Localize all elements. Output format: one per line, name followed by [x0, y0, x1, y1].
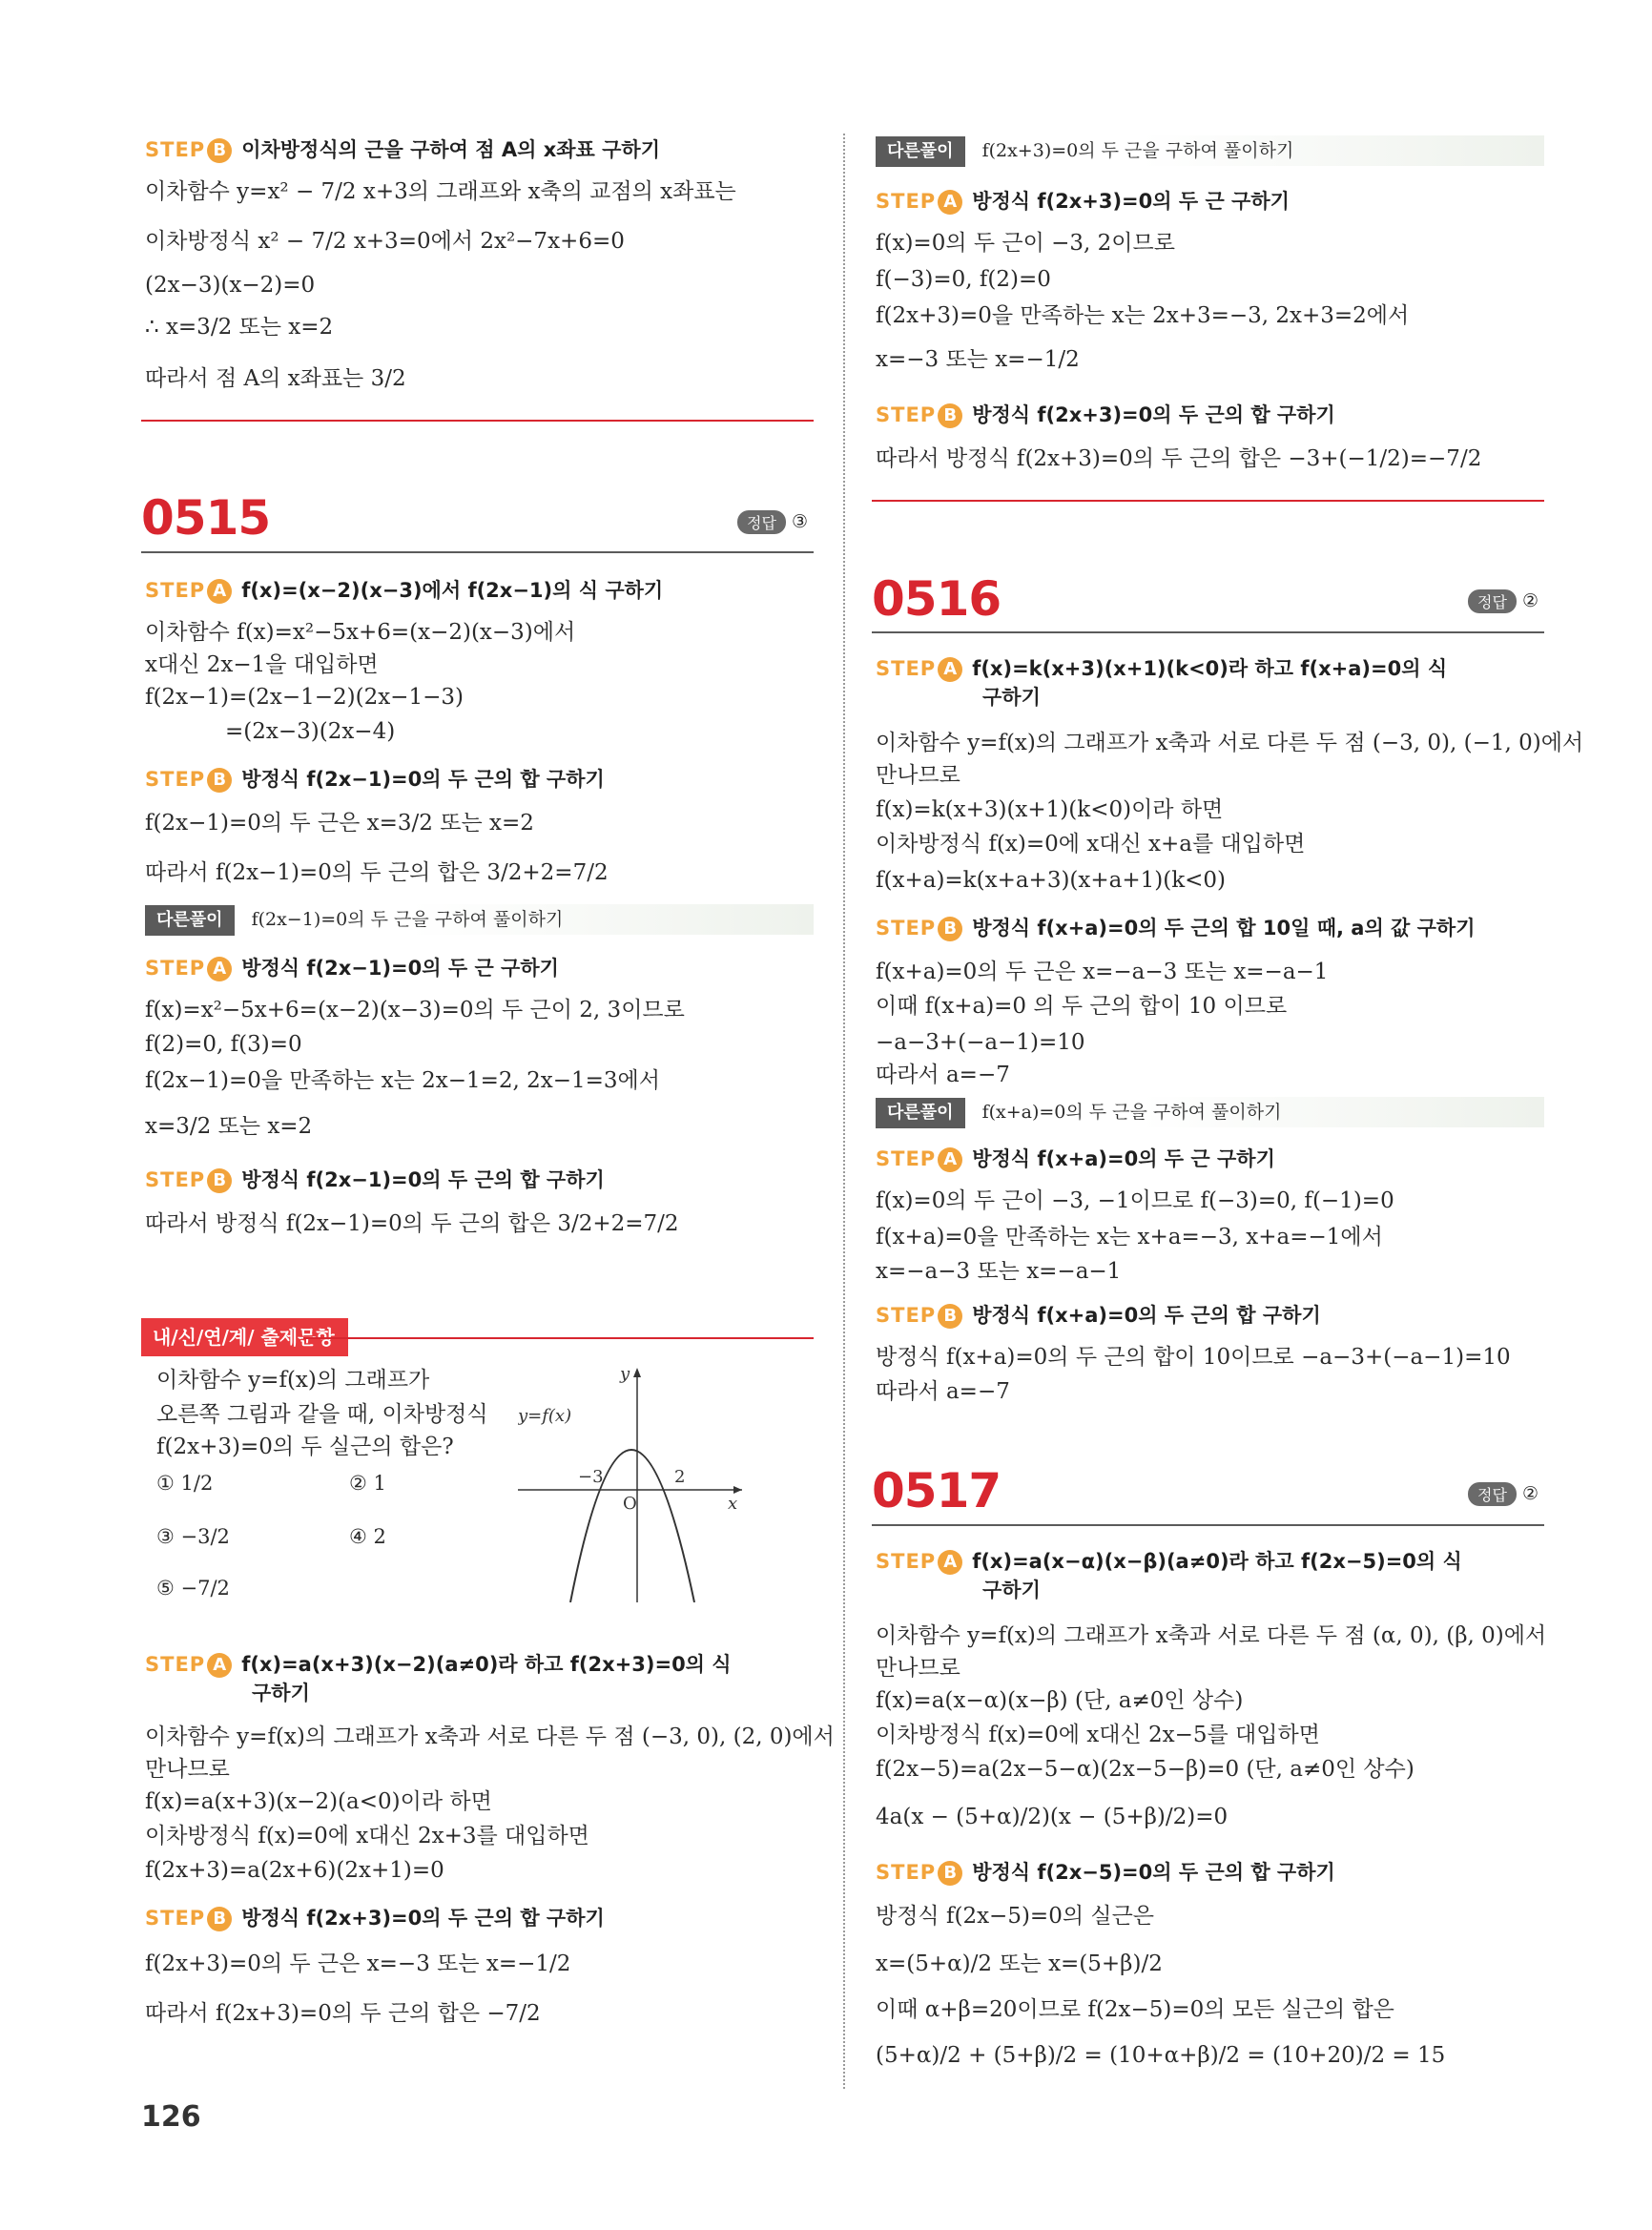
alt-solution-header: 다른풀이 f(2x+3)=0의 두 근을 구하여 풀이하기 [876, 135, 1293, 166]
text-line: 이차함수 f(x)=x²−5x+6=(x−2)(x−3)에서 [145, 620, 576, 645]
text-line: f(2x−1)=0의 두 근은 x=3/2 또는 x=2 [145, 811, 534, 836]
step-b-circle: B [207, 138, 232, 163]
text-line: 이차방정식 f(x)=0에 x대신 2x−5를 대입하면 [876, 1723, 1320, 1747]
text-line: f(x)=x²−5x+6=(x−2)(x−3)=0의 두 근이 2, 3이므로 [145, 998, 685, 1022]
step-a-header: STEP A f(x)=a(x−α)(x−β)(a≠0)라 하고 f(2x−5)=0의 식 구하기 [876, 1550, 1462, 1601]
text-line: f(x+a)=0의 두 근은 x=−a−3 또는 x=−a−1 [876, 960, 1329, 984]
text-line: ∴ x=3/2 또는 x=2 [145, 315, 334, 340]
step-a-header: STEP A f(x)=k(x+3)(x+1)(k<0)라 하고 f(x+a)=0의 식 구하기 [876, 657, 1448, 709]
text-line: 따라서 f(2x+3)=0의 두 근의 합은 −7/2 [145, 2001, 541, 2026]
alt-solution-badge: 다른풀이 [876, 136, 965, 167]
text-line: 따라서 a=−7 [876, 1379, 1010, 1404]
text-line: 따라서 점 A의 x좌표는 3/2 [145, 366, 406, 391]
alt-solution-header: 다른풀이 f(2x−1)=0의 두 근을 구하여 풀이하기 [145, 904, 563, 935]
answer-value: ② [1521, 590, 1538, 611]
text-line: −a−3+(−a−1)=10 [876, 1030, 1085, 1055]
root-left-label: −3 [578, 1467, 604, 1487]
problem-number: 0515 [141, 490, 271, 546]
text-line: f(x)=0의 두 근이 −3, 2이므로 [876, 231, 1175, 256]
answer-box [1468, 1482, 1538, 1506]
section-rule [872, 500, 1544, 502]
text-line: 따라서 방정식 f(2x+3)=0의 두 근의 합은 −3+(−1/2)=−7/2 [876, 446, 1482, 471]
choice-4[interactable]: ④ 2 [349, 1525, 386, 1548]
alt-solution-header: 다른풀이 f(x+a)=0의 두 근을 구하여 풀이하기 [876, 1097, 1281, 1127]
step-a-header: STEP A 방정식 f(2x−1)=0의 두 근 구하기 [145, 957, 559, 980]
answer-box [737, 510, 808, 534]
step-b-circle: B [938, 1861, 962, 1886]
column-divider [843, 134, 845, 2089]
step-b-header: STEP B 방정식 f(2x−5)=0의 두 근의 합 구하기 [876, 1861, 1335, 1884]
text-line: 만나므로 [876, 1656, 960, 1681]
problem-rule [872, 631, 1544, 633]
step-a-header: STEP A 방정식 f(x+a)=0의 두 근 구하기 [876, 1147, 1275, 1170]
text-line: x=(5+α)/2 또는 x=(5+β)/2 [876, 1951, 1163, 1976]
page-number: 126 [141, 2100, 201, 2134]
text-line: =(2x−3)(2x−4) [225, 719, 396, 744]
text-line: (5+α)/2 + (5+β)/2 = (10+α+β)/2 = (10+20)/2 = 15 [876, 2043, 1446, 2068]
step-a-circle: A [207, 1653, 232, 1678]
text-line: 이차방정식 f(x)=0에 x대신 2x+3를 대입하면 [145, 1824, 589, 1848]
problem-number: 0516 [872, 571, 1002, 627]
problem-rule [141, 551, 814, 553]
alt-solution-badge: 다른풀이 [145, 905, 235, 936]
reinforce-header [141, 1318, 814, 1356]
x-axis-label: x [728, 1494, 738, 1514]
text-line: 이차함수 y=f(x)의 그래프가 x축과 서로 다른 두 점 (α, 0), (β, 0)에서 [876, 1623, 1547, 1648]
text-line: f(x)=0의 두 근이 −3, −1이므로 f(−3)=0, f(−1)=0 [876, 1188, 1394, 1213]
text-line: 만나므로 [145, 1757, 230, 1782]
text-line: 따라서 f(2x−1)=0의 두 근의 합은 3/2+2=7/2 [145, 860, 609, 885]
step-b-circle: B [938, 1304, 962, 1329]
answer-badge: 정답 [1468, 589, 1517, 613]
step-a-circle: A [938, 190, 962, 215]
text-line: 이차함수 y=f(x)의 그래프가 x축과 서로 다른 두 점 (−3, 0), (2, 0)에서 [145, 1724, 835, 1749]
step-b-header: STEP B 방정식 f(x+a)=0의 두 근의 합 구하기 [876, 1304, 1321, 1327]
step-b-circle: B [207, 768, 232, 793]
root-right-label: 2 [674, 1467, 686, 1487]
text-line: x=−a−3 또는 x=−a−1 [876, 1259, 1122, 1284]
choice-5[interactable]: ⑤ −7/2 [156, 1577, 230, 1600]
step-a-circle: A [938, 1147, 962, 1172]
step-b-header: STEP B 이차방정식의 근을 구하여 점 A의 x좌표 구하기 [145, 138, 660, 161]
origin-label: O [623, 1494, 637, 1514]
text-line: x=3/2 또는 x=2 [145, 1114, 313, 1139]
text-line: 방정식 f(2x−5)=0의 실근은 [876, 1904, 1155, 1929]
step-b-header: STEP B 방정식 f(2x+3)=0의 두 근의 합 구하기 [876, 403, 1335, 426]
section-rule [141, 420, 814, 422]
text-line: 이때 α+β=20이므로 f(2x−5)=0의 모든 실근의 합은 [876, 1997, 1394, 2022]
x-axis-arrow [733, 1486, 742, 1494]
curve-label: y=f(x) [518, 1406, 572, 1426]
parabola-graph [518, 1364, 747, 1602]
text-line: 이차방정식 x² − 7/2 x+3=0에서 2x²−7x+6=0 [145, 229, 625, 254]
step-a-header: STEP A 방정식 f(2x+3)=0의 두 근 구하기 [876, 190, 1290, 213]
text-line: f(x+a)=0을 만족하는 x는 x+a=−3, x+a=−1에서 [876, 1225, 1383, 1249]
text-line: f(x)=a(x+3)(x−2)(a<0)이라 하면 [145, 1789, 492, 1814]
reinforce-badge: 내/신/연/계/ 출제문항 [141, 1318, 348, 1356]
text-line: 이때 f(x+a)=0 의 두 근의 합이 10 이므로 [876, 994, 1288, 1019]
text-line: f(2x+3)=0의 두 근은 x=−3 또는 x=−1/2 [145, 1951, 571, 1976]
text-line: f(2x−1)=0을 만족하는 x는 2x−1=2, 2x−1=3에서 [145, 1068, 660, 1093]
step-a-circle: A [938, 657, 962, 682]
choice-1[interactable]: ① 1/2 [156, 1472, 214, 1495]
step-b-circle: B [938, 917, 962, 941]
step-b-circle: B [207, 1907, 232, 1931]
answer-badge: 정답 [737, 510, 786, 534]
step-b-header: STEP B 방정식 f(2x−1)=0의 두 근의 합 구하기 [145, 768, 605, 791]
text-line: 따라서 a=−7 [876, 1063, 1010, 1087]
step-b-circle: B [938, 403, 962, 428]
y-axis-arrow [633, 1368, 641, 1377]
step-b-header: STEP B 방정식 f(x+a)=0의 두 근의 합 10일 때, a의 값 구하기 [876, 917, 1476, 939]
text-line: 이차함수 y=f(x)의 그래프가 x축과 서로 다른 두 점 (−3, 0), (−1, 0)에서 [876, 731, 1584, 755]
text-line: 4a(x − (5+α)/2)(x − (5+β)/2)=0 [876, 1805, 1229, 1829]
text-line: f(x)=a(x−α)(x−β) (단, a≠0인 상수) [876, 1688, 1244, 1713]
y-axis-label: y [620, 1364, 630, 1384]
text-line: f(2x−1)=(2x−1−2)(2x−1−3) [145, 685, 464, 710]
text-line: 만나므로 [876, 763, 960, 788]
answer-value: ② [1521, 1483, 1538, 1504]
choice-3[interactable]: ③ −3/2 [156, 1525, 230, 1548]
step-a-header: STEP A f(x)=(x−2)(x−3)에서 f(2x−1)의 식 구하기 [145, 579, 664, 602]
text-line: x대신 2x−1을 대입하면 [145, 652, 379, 677]
text-line: f(−3)=0, f(2)=0 [876, 267, 1051, 292]
question-line: f(2x+3)=0의 두 실근의 합은? [156, 1435, 454, 1459]
answer-badge: 정답 [1468, 1482, 1517, 1506]
question-line: 오른쪽 그림과 같을 때, 이차방정식 [156, 1402, 488, 1427]
step-a-circle: A [207, 957, 232, 981]
text-line: (2x−3)(x−2)=0 [145, 273, 316, 298]
text-line: 이차방정식 f(x)=0에 x대신 x+a를 대입하면 [876, 832, 1306, 857]
text-line: 방정식 f(x+a)=0의 두 근의 합이 10이므로 −a−3+(−a−1)=10 [876, 1345, 1511, 1370]
text-line: f(2x+3)=0을 만족하는 x는 2x+3=−3, 2x+3=2에서 [876, 303, 1410, 328]
answer-box [1468, 589, 1538, 613]
problem-number: 0517 [872, 1463, 1002, 1518]
text-line: f(2x−5)=a(2x−5−α)(2x−5−β)=0 (단, a≠0인 상수) [876, 1757, 1415, 1782]
problem-rule [872, 1524, 1544, 1526]
text-line: f(x+a)=k(x+a+3)(x+a+1)(k<0) [876, 868, 1227, 893]
step-a-circle: A [207, 579, 232, 604]
step-a-header: STEP A f(x)=a(x+3)(x−2)(a≠0)라 하고 f(2x+3)=0의 식 구하기 [145, 1653, 732, 1704]
answer-value: ③ [791, 511, 808, 532]
reinforce-rule [303, 1337, 814, 1339]
text-line: 따라서 방정식 f(2x−1)=0의 두 근의 합은 3/2+2=7/2 [145, 1211, 679, 1236]
text-line: 이차함수 y=x² − 7/2 x+3의 그래프와 x축의 교점의 x좌표는 [145, 179, 736, 204]
step-b-header: STEP B 방정식 f(2x−1)=0의 두 근의 합 구하기 [145, 1168, 605, 1191]
text-line: x=−3 또는 x=−1/2 [876, 347, 1080, 372]
text-line: f(2x+3)=a(2x+6)(2x+1)=0 [145, 1858, 444, 1883]
step-b-header: STEP B 방정식 f(2x+3)=0의 두 근의 합 구하기 [145, 1907, 605, 1930]
question-line: 이차함수 y=f(x)의 그래프가 [156, 1368, 430, 1393]
choice-2[interactable]: ② 1 [349, 1472, 386, 1495]
alt-solution-badge: 다른풀이 [876, 1098, 965, 1128]
text-line: f(x)=k(x+3)(x+1)(k<0)이라 하면 [876, 797, 1224, 822]
text-line: f(2)=0, f(3)=0 [145, 1032, 302, 1057]
step-b-circle: B [207, 1168, 232, 1193]
step-a-circle: A [938, 1550, 962, 1575]
